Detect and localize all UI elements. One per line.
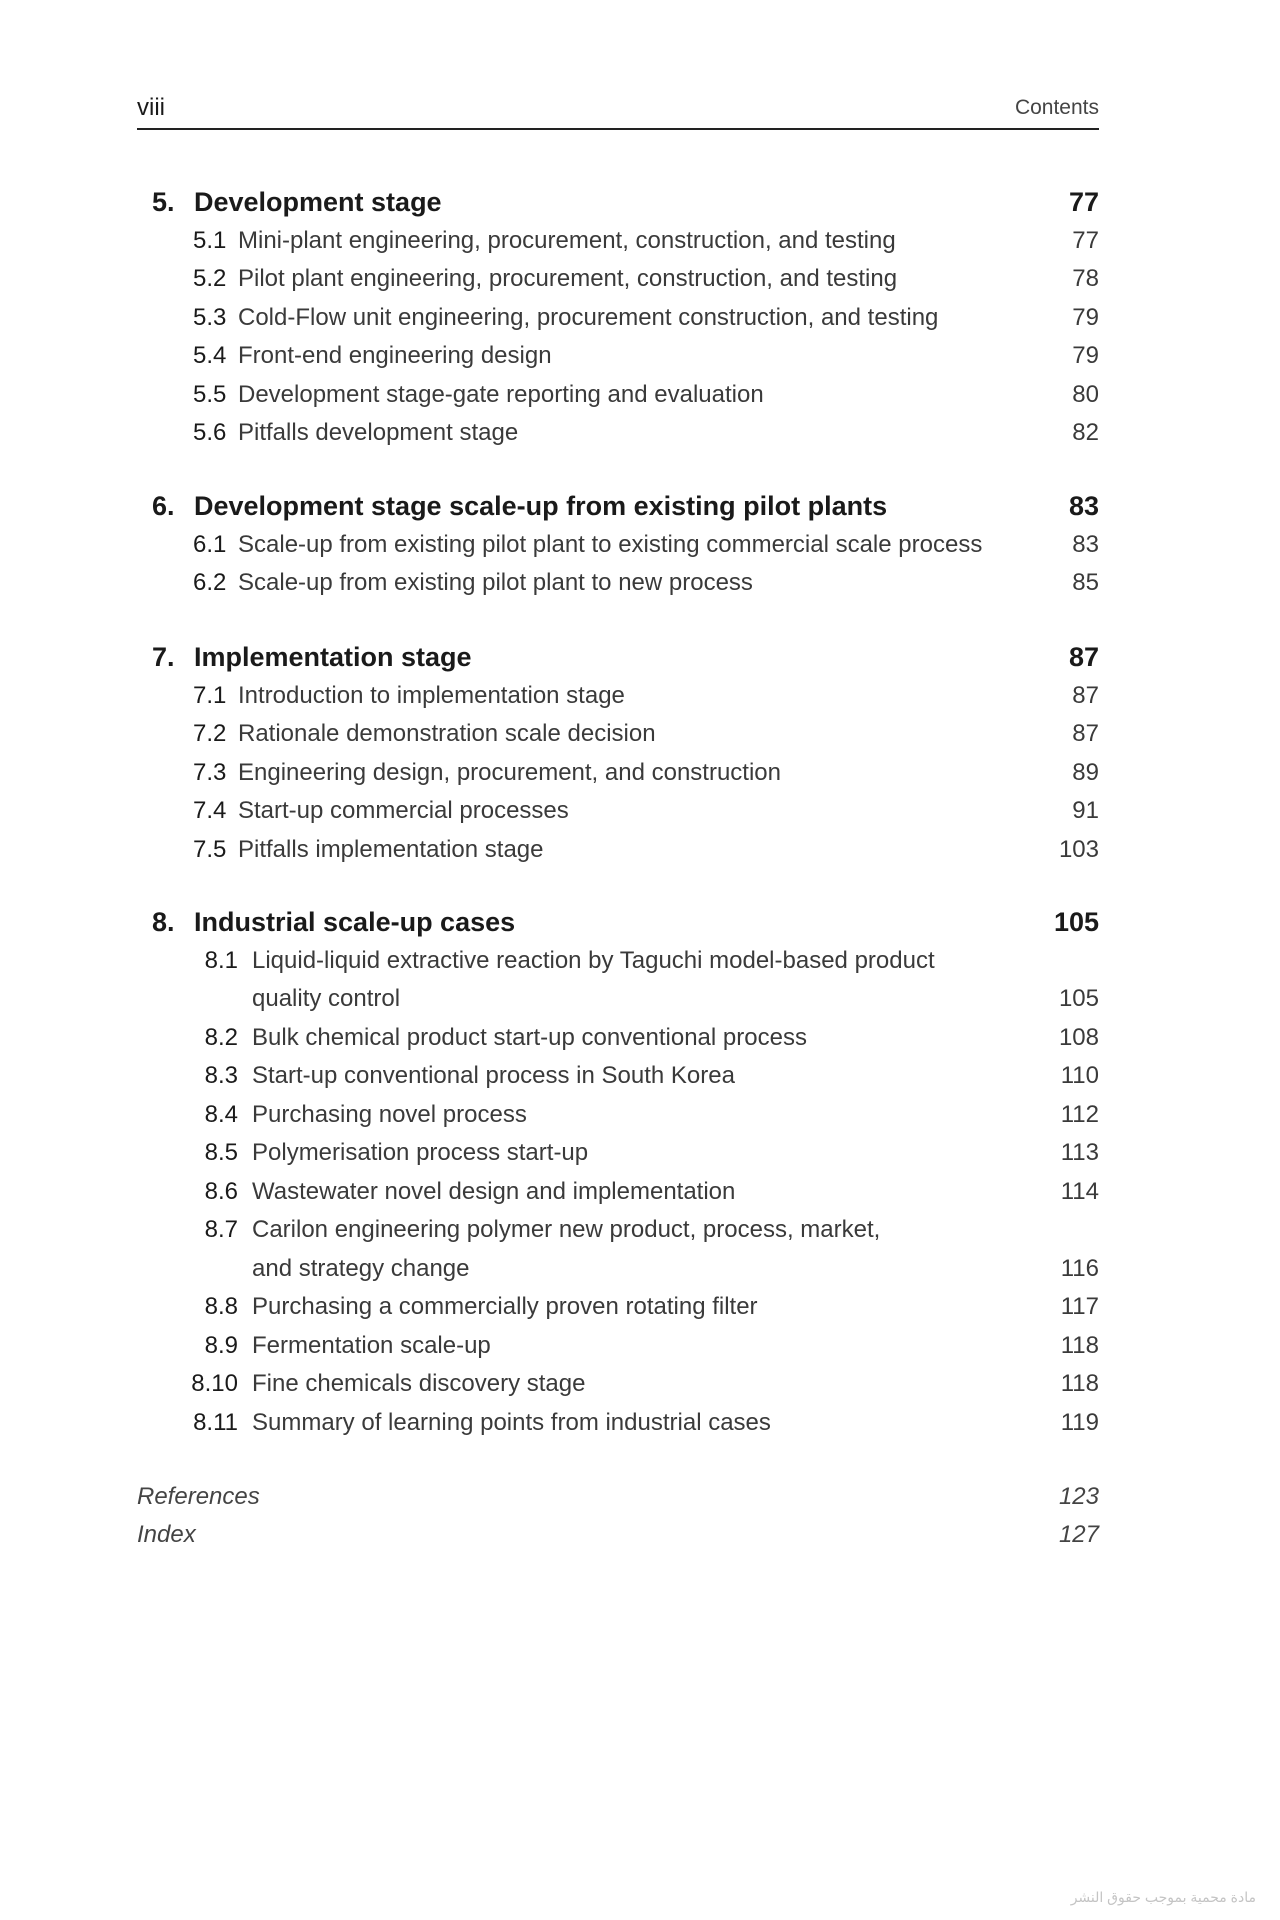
toc-index[interactable] — [0, 1521, 1280, 1559]
running-head: Contents — [1014, 96, 1099, 119]
section-title: Fine chemicals discovery stage — [252, 1370, 586, 1397]
section-title: Start-up conventional process in South Korea — [252, 1062, 735, 1089]
toc-section[interactable] — [0, 1409, 1280, 1447]
section-page: 118 — [1060, 1370, 1099, 1397]
section-number: 8.6 — [204, 1178, 238, 1205]
section-number: 5.3 — [193, 304, 227, 331]
section-page: 79 — [1072, 342, 1099, 369]
section-number: 6.2 — [193, 569, 227, 596]
section-page: 80 — [1072, 381, 1099, 408]
toc-section[interactable] — [0, 569, 1280, 607]
section-title: Polymerisation process start-up — [252, 1139, 589, 1166]
section-title: Cold-Flow unit engineering, procurement construction, and testing — [238, 304, 939, 331]
section-title: Start-up commercial processes — [238, 797, 569, 824]
section-number: 7.2 — [193, 720, 227, 747]
section-number: 7.3 — [193, 759, 227, 786]
section-title: Summary of learning points from industrial cases — [252, 1409, 771, 1436]
section-number: 7.1 — [193, 682, 227, 709]
toc-section[interactable] — [0, 1101, 1280, 1139]
section-page: 79 — [1072, 304, 1099, 331]
back-matter-title: References — [137, 1483, 260, 1510]
section-page: 113 — [1060, 1139, 1099, 1166]
toc-section[interactable] — [0, 836, 1280, 874]
toc-section[interactable] — [0, 1024, 1280, 1062]
section-title: Scale-up from existing pilot plant to new process — [238, 569, 753, 596]
section-title: Front-end engineering design — [238, 342, 552, 369]
section-number: 5.6 — [193, 419, 227, 446]
section-title: Purchasing novel process — [252, 1101, 527, 1128]
chapter-title: Development stage — [194, 187, 442, 217]
section-number: 8.8 — [204, 1293, 238, 1320]
toc-section[interactable] — [0, 227, 1280, 265]
section-number: 8.5 — [204, 1139, 238, 1166]
section-title: Carilon engineering polymer new product, process, market, — [252, 1216, 881, 1243]
section-page: 116 — [1060, 1255, 1099, 1282]
section-number: 6.1 — [193, 531, 227, 558]
chapter-number: 5. — [152, 187, 175, 217]
section-number: 8.2 — [204, 1024, 238, 1051]
section-page: 117 — [1060, 1293, 1099, 1320]
copyright-watermark: مادة محمية بموجب حقوق النشر — [1070, 1889, 1256, 1905]
toc-section[interactable] — [0, 1370, 1280, 1408]
toc-section[interactable] — [0, 304, 1280, 342]
toc-section[interactable] — [0, 381, 1280, 419]
chapter-page: 77 — [1068, 187, 1099, 217]
toc-section[interactable] — [0, 797, 1280, 835]
section-title: Pitfalls development stage — [238, 419, 519, 446]
section-page: 82 — [1072, 419, 1099, 446]
section-title: Fermentation scale-up — [252, 1332, 491, 1359]
section-page: 91 — [1072, 797, 1099, 824]
section-title: Purchasing a commercially proven rotating filter — [252, 1293, 758, 1320]
section-title-continuation: and strategy change — [252, 1255, 470, 1282]
toc-section[interactable] — [0, 419, 1280, 457]
section-page: 78 — [1072, 265, 1099, 292]
toc-section[interactable] — [0, 947, 1280, 985]
chapter-page: 87 — [1068, 642, 1099, 672]
chapter-page: 105 — [1053, 907, 1099, 937]
section-page: 114 — [1060, 1178, 1099, 1205]
section-title: Engineering design, procurement, and construction — [238, 759, 781, 786]
section-number: 8.4 — [204, 1101, 238, 1128]
section-number: 8.7 — [204, 1216, 238, 1243]
section-number: 5.5 — [193, 381, 227, 408]
toc-section[interactable] — [0, 1062, 1280, 1100]
section-title-continuation: quality control — [252, 985, 401, 1012]
chapter-title: Development stage scale-up from existing pilot plants — [194, 491, 888, 521]
section-number: 8.11 — [193, 1409, 238, 1436]
chapter-title: Industrial scale-up cases — [194, 907, 516, 937]
section-page: 83 — [1072, 531, 1099, 558]
toc-section[interactable] — [0, 531, 1280, 569]
chapter-number: 8. — [152, 907, 175, 937]
section-page: 89 — [1072, 759, 1099, 786]
chapter-number: 6. — [152, 491, 175, 521]
section-page: 119 — [1060, 1409, 1099, 1436]
toc-chapter[interactable] — [0, 642, 1280, 680]
toc-chapter[interactable] — [0, 907, 1280, 945]
section-title: Pilot plant engineering, procurement, construction, and testing — [238, 265, 898, 292]
section-title: Mini-plant engineering, procurement, construction, and testing — [238, 227, 896, 254]
section-number: 8.10 — [191, 1370, 238, 1397]
toc-section[interactable] — [0, 1332, 1280, 1370]
page-header — [137, 94, 1099, 130]
section-number: 5.4 — [193, 342, 227, 369]
section-title: Introduction to implementation stage — [238, 682, 625, 709]
toc-section[interactable] — [0, 342, 1280, 380]
section-number: 7.5 — [193, 836, 227, 863]
section-number: 8.9 — [204, 1332, 238, 1359]
section-title: Pitfalls implementation stage — [238, 836, 544, 863]
section-number: 5.2 — [193, 265, 227, 292]
toc-section[interactable] — [0, 720, 1280, 758]
toc-section[interactable] — [0, 1216, 1280, 1254]
section-number: 7.4 — [193, 797, 227, 824]
toc-chapter[interactable] — [0, 187, 1280, 225]
section-title: Bulk chemical product start-up conventional process — [252, 1024, 807, 1051]
section-number: 8.3 — [204, 1062, 238, 1089]
section-page: 108 — [1058, 1024, 1099, 1051]
section-page: 112 — [1060, 1101, 1099, 1128]
section-page: 87 — [1072, 682, 1099, 709]
toc-section[interactable] — [0, 759, 1280, 797]
back-matter-page: 127 — [1058, 1521, 1099, 1548]
section-title: Wastewater novel design and implementation — [252, 1178, 736, 1205]
toc-section[interactable] — [0, 1293, 1280, 1331]
toc-section-continuation[interactable] — [0, 1255, 1280, 1293]
toc-section[interactable] — [0, 1139, 1280, 1177]
toc-section[interactable] — [0, 1178, 1280, 1216]
section-page: 118 — [1060, 1332, 1099, 1359]
back-matter-title: Index — [137, 1521, 196, 1548]
section-page: 85 — [1072, 569, 1099, 596]
section-title: Liquid-liquid extractive reaction by Taguchi model-based product — [252, 947, 935, 974]
section-page: 87 — [1072, 720, 1099, 747]
chapter-title: Implementation stage — [194, 642, 472, 672]
toc-section[interactable] — [0, 682, 1280, 720]
chapter-page: 83 — [1068, 491, 1099, 521]
section-number: 8.1 — [204, 947, 238, 974]
toc-section-continuation[interactable] — [0, 985, 1280, 1023]
section-page: 77 — [1072, 227, 1099, 254]
page-folio: viii — [137, 94, 165, 121]
toc-chapter[interactable] — [0, 491, 1280, 529]
section-page: 110 — [1060, 1062, 1099, 1089]
section-title: Scale-up from existing pilot plant to existing commercial scale process — [238, 531, 983, 558]
toc-references[interactable] — [0, 1483, 1280, 1521]
section-page: 105 — [1058, 985, 1099, 1012]
back-matter-page: 123 — [1058, 1483, 1099, 1510]
section-title: Rationale demonstration scale decision — [238, 720, 656, 747]
section-page: 103 — [1058, 836, 1099, 863]
toc-section[interactable] — [0, 265, 1280, 303]
chapter-number: 7. — [152, 642, 175, 672]
section-number: 5.1 — [193, 227, 227, 254]
section-title: Development stage-gate reporting and evaluation — [238, 381, 764, 408]
